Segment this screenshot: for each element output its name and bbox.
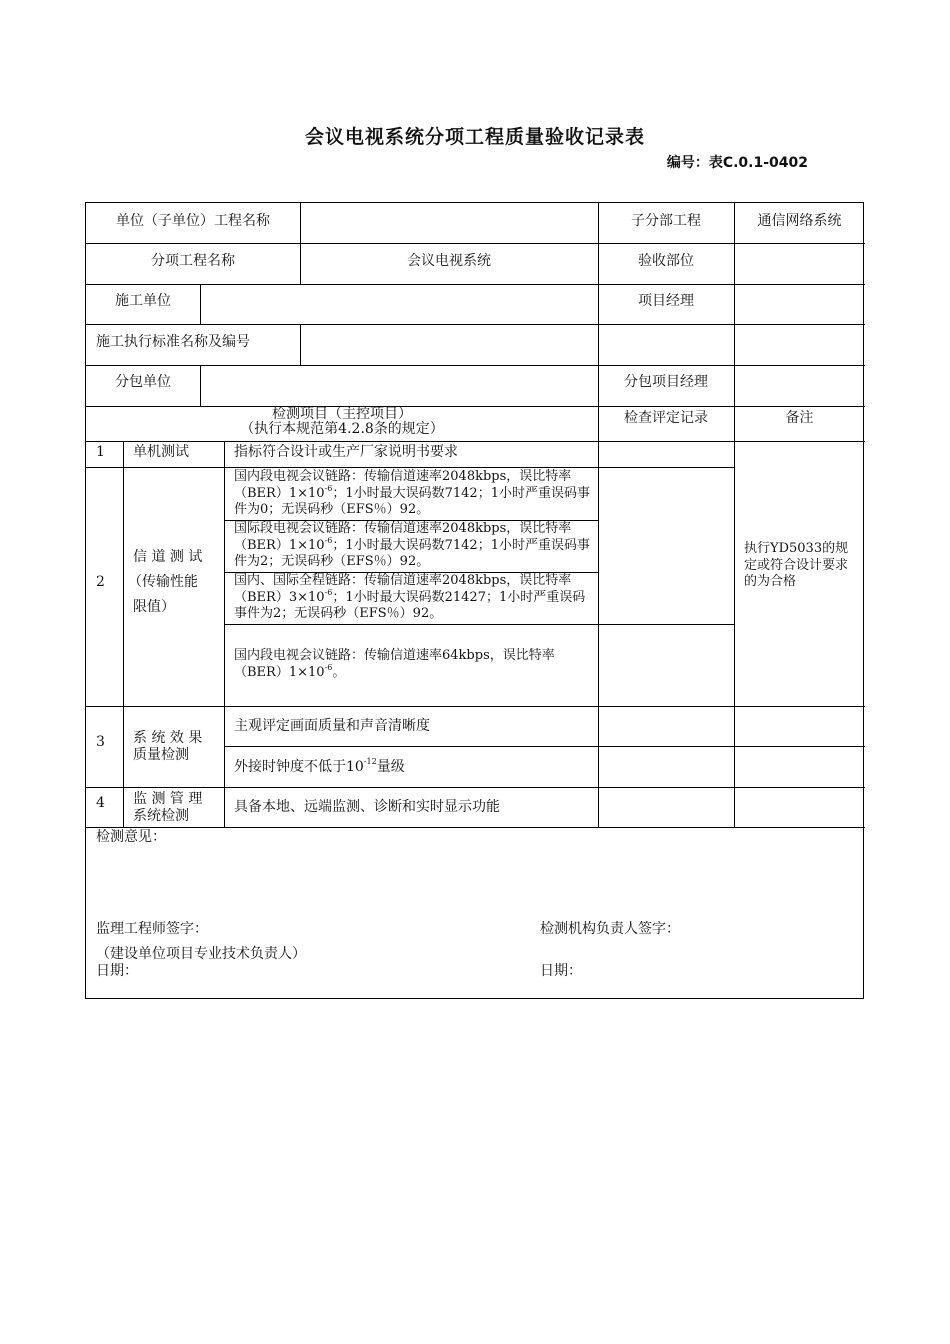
row2-name-line1: 信 道 测 试 <box>133 549 203 565</box>
row2-item-c-exponent: -6 <box>324 587 333 597</box>
row-divider <box>86 706 865 707</box>
row-divider <box>86 787 865 788</box>
item-name-value: 会议电视系统 <box>407 253 491 269</box>
row2-item-b-part1: 国际段电视会议链路：传输信道速率2048kbps，误比特率（BER）1×10 <box>234 521 572 553</box>
row1-name: 单机测试 <box>133 444 189 460</box>
date-label-2: 日期： <box>540 963 582 979</box>
row2-item-d-part2: 。 <box>332 664 346 680</box>
row2-item-c-part1: 国内、国际全程链路：传输信道速率2048kbps，误比特率（BER）3×10 <box>234 573 572 605</box>
row2-item-d-part1: 国内段电视会议链路：传输信道速率64kbps，误比特率（BER）1×10 <box>234 648 555 680</box>
row3-name-line1: 系 统 效 果 <box>133 730 203 746</box>
col-divider <box>200 365 201 406</box>
row2-item-a-exponent: -6 <box>324 483 333 493</box>
col-divider <box>224 441 225 827</box>
row2-item-c <box>234 573 596 623</box>
item-header-line1: 检测项目（主控项目） <box>272 406 412 422</box>
sub-pm-label: 分包项目经理 <box>624 374 708 390</box>
row-divider <box>224 624 734 625</box>
row3-item-b-exponent: -12 <box>363 757 377 766</box>
col-divider <box>300 203 301 284</box>
row-divider <box>86 284 865 285</box>
accept-part-label: 验收部位 <box>638 253 694 269</box>
row-divider <box>86 827 865 828</box>
supervisor-signature-label: 监理工程师签字： <box>96 921 208 937</box>
row3-item-a: 主观评定画面质量和声音清晰度 <box>234 718 430 734</box>
col-divider <box>300 324 301 365</box>
row2-item-d <box>234 648 596 681</box>
sub-division-label: 子分部工程 <box>631 213 701 229</box>
col-divider <box>123 441 124 827</box>
row4-desc: 具备本地、远端监测、诊断和实时显示功能 <box>234 799 500 815</box>
row3-item-b-part2: 量级 <box>376 759 405 775</box>
col-divider <box>734 365 735 406</box>
row4-number: 4 <box>96 795 105 811</box>
agency-signature-label: 检测机构负责人签字： <box>540 921 680 937</box>
form-code: 编号：表C.0.1-0402 <box>666 155 808 171</box>
sub-division-value: 通信网络系统 <box>757 213 842 229</box>
row2-number: 2 <box>96 574 105 590</box>
row-divider <box>224 746 865 747</box>
row-divider <box>86 324 865 325</box>
row3-item-b-part1: 外接时钟度不低于10 <box>234 759 364 775</box>
row2-item-a-part1: 国内段电视会议链路：传输信道速率2048kbps，误比特率（BER）1×10 <box>234 469 572 501</box>
row2-item-d-exponent: -6 <box>324 662 333 672</box>
col-divider <box>598 406 599 827</box>
row3-item-b <box>234 759 405 776</box>
row2-item-a <box>234 469 596 519</box>
row2-name-line3: 限值） <box>133 599 175 615</box>
item-header-line2: （执行本规范第4.2.8条的规定） <box>240 421 444 437</box>
row-divider <box>86 243 865 244</box>
row1-desc: 指标符合设计或生产厂家说明书要求 <box>234 444 458 460</box>
col-divider <box>734 406 735 827</box>
standard-label: 施工执行标准名称及编号 <box>96 334 250 350</box>
row1-number: 1 <box>96 444 105 460</box>
row2-item-b-exponent: -6 <box>324 535 333 545</box>
row3-name-line2: 质量检测 <box>133 747 189 763</box>
item-name-label: 分项工程名称 <box>151 253 235 269</box>
row-divider <box>86 441 865 442</box>
builder-note: （建设单位项目专业技术负责人） <box>96 946 306 962</box>
contractor-label: 施工单位 <box>115 293 171 309</box>
row3-number: 3 <box>96 734 105 750</box>
unit-name-label: 单位（子单位）工程名称 <box>116 213 270 229</box>
row4-name-line1: 监 测 管 理 <box>133 791 203 807</box>
row2-item-b-part2: ；1小时最大误码数7142；1小时严重误码事件为2；无误码秒（EFS％）92。 <box>234 537 590 569</box>
row4-name-line2: 系统检测 <box>133 808 189 824</box>
row-divider <box>86 467 734 468</box>
row2-item-a-part2: ；1小时最大误码数7142；1小时严重误码事件为0；无误码秒（EFS％）92。 <box>234 485 590 517</box>
page-title: 会议电视系统分项工程质量验收记录表 <box>304 126 645 148</box>
row2-remark: 执行YD5033的规定或符合设计要求的为合格 <box>744 541 849 589</box>
project-manager-label: 项目经理 <box>638 293 694 309</box>
subcontractor-label: 分包单位 <box>115 374 171 390</box>
opinion-label: 检测意见： <box>96 829 166 845</box>
row2-item-b <box>234 521 596 571</box>
remark-header: 备注 <box>785 410 814 426</box>
record-header: 检查评定记录 <box>624 410 708 426</box>
acceptance-table <box>85 202 864 999</box>
row2-name-line2: （传输性能 <box>128 574 198 590</box>
row-divider <box>86 365 865 366</box>
row2-item-c-part2: ；1小时最大误码数21427；1小时严重误码事件为2；无误码秒（EFS％）92。 <box>234 589 586 621</box>
col-divider <box>200 284 201 325</box>
date-label-1: 日期： <box>96 963 138 979</box>
